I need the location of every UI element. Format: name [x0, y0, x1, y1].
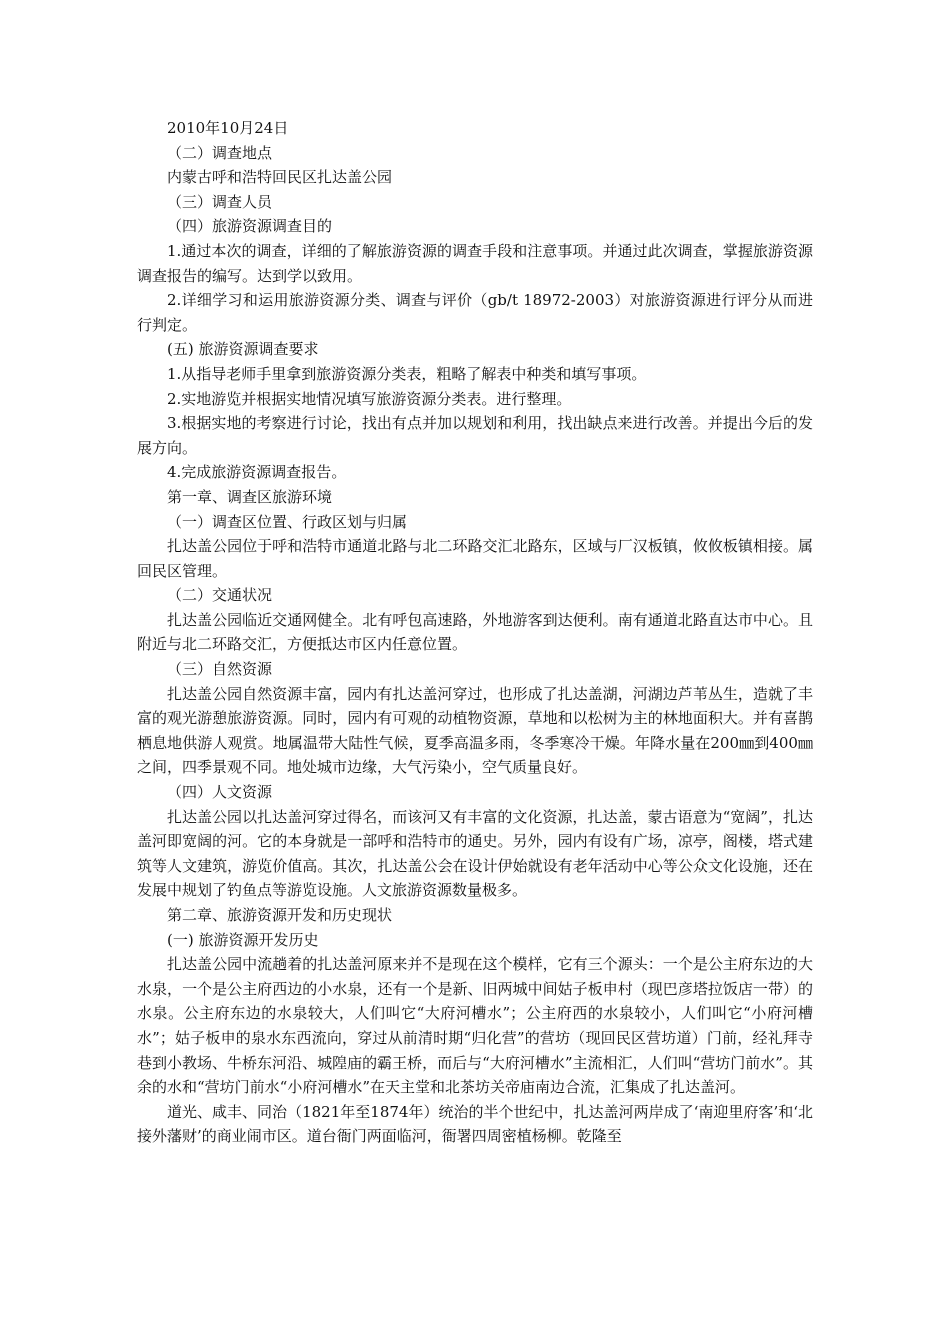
- section-heading-transport: （二）交通状况: [167, 586, 273, 605]
- survey-location-text: 内蒙古呼和浩特回民区扎达盖公园: [167, 168, 393, 187]
- chapter-2-heading: 第二章、旅游资源开发和历史现状: [167, 906, 393, 924]
- requirement-item-1: 1.从指导老师手里拿到旅游资源分类表，粗略了解表中种类和填写事项。: [167, 364, 647, 383]
- section-heading-survey-staff: （三）调查人员: [167, 192, 273, 211]
- natural-resources-text: 扎达盖公园自然资源丰富，园内有扎达盖河穿过，也形成了扎达盖湖，河湖边芦苇丛生，造就了丰富的观光游憩旅游资源。同时，园内有可观的动植物资源，草地和以松树为主的林地面积大。并有喜鹊栖息地供游人观赏。地属温带大陆性气候，夏季高温多雨，冬季寒冷干燥。年降水量在200㎜到400㎜之间，四季景观不同。地处城市边缘，大气污染小，空气质量良好。: [137, 684, 813, 777]
- section-heading-survey-purpose: （四）旅游资源调查目的: [167, 217, 333, 236]
- section-heading-cultural-resources: （四）人文资源: [167, 783, 273, 802]
- section-heading-survey-requirements: (五) 旅游资源调查要求: [167, 340, 319, 359]
- cultural-resources-text: 扎达盖公园以扎达盖河穿过得名，而该河又有丰富的文化资源，扎达盖，蒙古语意为“宽阔”，扎达盖河即宽阔的河。它的本身就是一部呼和浩特市的通史。另外，园内有设有广场，凉亭，阁楼，塔式建筑等人文建筑，游览价值高。其次，扎达盖公会在设计伊始就设有老年活动中心等公众文化设施，还在发展中规划了钓鱼点等游览设施。人文旅游资源数量极多。: [137, 807, 813, 900]
- development-history-text-1: 扎达盖公园中流趟着的扎达盖河原来并不是现在这个模样，它有三个源头：一个是公主府东边的大水泉，一个是公主府西边的小水泉，还有一个是新、旧两城中间姑子板申村（现巴彦塔拉饭店一带）的水泉。公主府东边的水泉较大，人们叫它“大府河槽水”；公主府西的水泉较小，人们叫它“小府河槽水”；姑子板申的泉水东西流向，穿过从前清时期“归化营”的营坊（现回民区营坊道）门前，经礼拜寺巷到小教场、牛桥东河沿、城隍庙的霸王桥，而后与“大府河槽水”主流相汇，人们叫“营坊门前水”。其余的水和“营坊门前水“小府河槽水”在天主堂和北茶坊关帝庙南边合流，汇集成了扎达盖河。: [137, 955, 813, 1097]
- purpose-item-1: 1.通过本次的调查，详细的了解旅游资源的调查手段和注意事项。并通过此次调查，掌握旅游资源调查报告的编写。达到学以致用。: [137, 241, 813, 285]
- transport-text: 扎达盖公园临近交通网健全。北有呼包高速路，外地游客到达便利。南有通道北路直达市中心。且附近与北二环路交汇，方便抵达市区内任意位置。: [137, 610, 813, 654]
- section-heading-natural-resources: （三）自然资源: [167, 660, 273, 679]
- location-admin-text: 扎达盖公园位于呼和浩特市通道北路与北二环路交汇北路东，区域与厂汉板镇，攸攸板镇相接。属回民区管理。: [137, 537, 813, 580]
- requirement-item-4: 4.完成旅游资源调查报告。: [167, 463, 347, 482]
- section-heading-development-history: (一) 旅游资源开发历史: [167, 930, 319, 949]
- chapter-1-heading: 第一章、调查区旅游环境: [167, 487, 333, 506]
- section-heading-survey-location: （二）调查地点: [167, 143, 273, 162]
- requirement-item-2: 2.实地游览并根据实地情况填写旅游资源分类表。进行整理。: [167, 389, 572, 408]
- requirement-item-3: 3.根据实地的考察进行讨论，找出有点并加以规划和利用，找出缺点来进行改善。并提出今后的发展方向。: [137, 414, 813, 457]
- section-heading-location-admin: （一）调查区位置、行政区划与归属: [167, 512, 408, 531]
- report-date: 2010年10月24日: [167, 119, 289, 137]
- document-body: [137, 116, 813, 1149]
- development-history-text-2: 道光、咸丰、同治（1821年至1874年）统治的半个世纪中，扎达盖河两岸成了‘南迎里府客’和‘北接外藩财’的商业闹市区。道台衙门两面临河，衙署四周密植杨柳。乾隆至: [137, 1102, 813, 1146]
- purpose-item-2: 2.详细学习和运用旅游资源分类、调查与评价（gb/t 18972-2003）对旅游资源进行评分从而进行判定。: [137, 291, 813, 334]
